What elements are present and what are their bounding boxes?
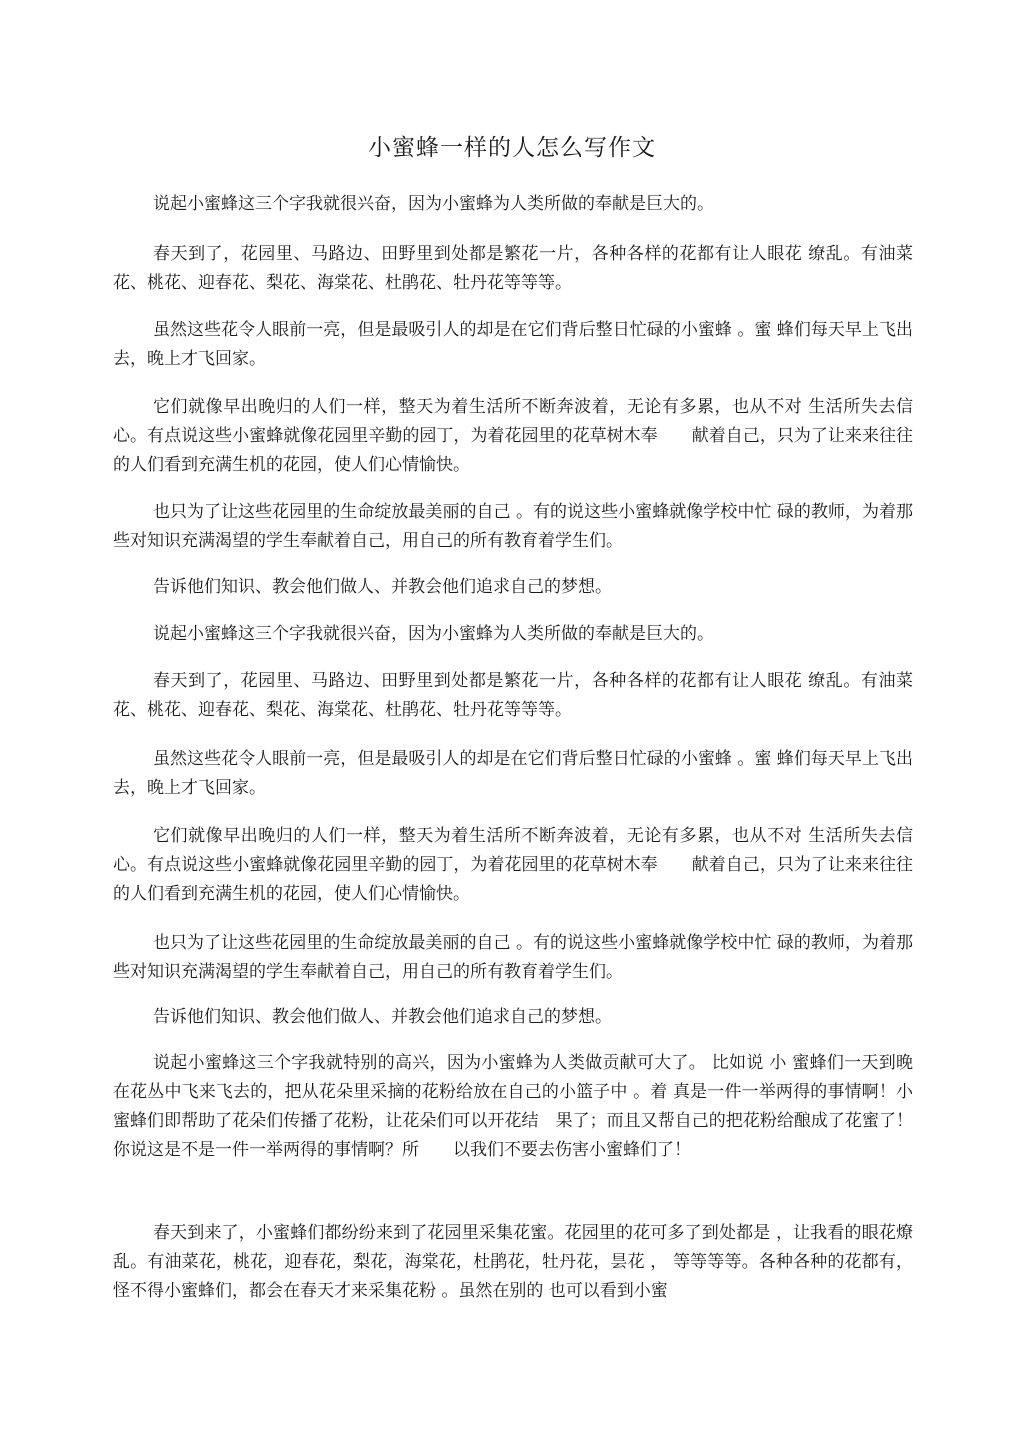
paragraph: 说起小蜜蜂这三个字我就很兴奋，因为小蜜蜂为人类所做的奉献是巨大的。 [153,624,714,644]
paragraph: 虽然这些花令人眼前一亮，但是最吸引人的却是在它们背后整日忙碌的小蜜蜂 。蜜 蜂们每天早上飞出去，晚上才飞回家。 [113,749,913,798]
paragraph: 也只为了让这些花园里的生命绽放最美丽的自己 。有的说这些小蜜蜂就像学校中忙 碌的教师，为着那些对知识充满渴望的学生奉献着自己，用自己的所有教育着学生们。 [113,933,913,982]
paragraph: 说起小蜜蜂这三个字我就很兴奋，因为小蜜蜂为人类所做的奉献是巨大的。 [153,194,714,214]
document-title: 小蜜蜂一样的人怎么写作文 [368,135,656,161]
paragraph: 告诉他们知识、教会他们做人、并教会他们追求自己的梦想。 [153,1007,612,1027]
paragraph: 春天到了，花园里、马路边、田野里到处都是繁花一片，各种各样的花都有让人眼花 缭乱。有油菜花、桃花、迎春花、梨花、海棠花、杜鹃花、牡丹花等等等。 [113,671,913,720]
paragraph: 虽然这些花令人眼前一亮，但是最吸引人的却是在它们背后整日忙碌的小蜜蜂 。蜜 蜂们每天早上飞出去，晚上才飞回家。 [113,320,913,369]
paragraph: 说起小蜜蜂这三个字我就特别的高兴，因为小蜜蜂为人类做贡献可大了。 比如说 小 蜜蜂们一天到晚在花丛中飞来飞去的，把从花朵里采摘的花粉给放在自己的小篮子中 。着 真是一件一举两得的事情啊！小蜜蜂们即帮助了花朵们传播了花粉，让花朵们可以开花结 果了；而且又帮自己的把花粉给酿成了花蜜了！你说这是不是一件一举两得的事情啊？所 以我们不要去伤害小蜜蜂们了！ [113,1053,913,1160]
paragraph: 春天到来了，小蜜蜂们都纷纷来到了花园里采集花蜜。花园里的花可多了到处都是 ，让我看的眼花燎乱。有油菜花，桃花，迎春花，梨花，海棠花，杜鹃花，牡丹花，昙花 ， 等等等等。各种各种的花都有，怪不得小蜜蜂们，都会在春天才来采集花粉 。虽然在别的 也可以看到小蜜 [113,1223,913,1301]
paragraph: 它们就像早出晚归的人们一样，整天为着生活所不断奔波着，无论有多累，也从不对 生活所失去信心。有点说这些小蜜蜂就像花园里辛勤的园丁，为着花园里的花草树木奉 献着自己，只为了让来来往往的人们看到充满生机的花园，使人们心情愉快。 [113,826,913,904]
paragraph: 告诉他们知识、教会他们做人、并教会他们追求自己的梦想。 [153,577,612,597]
paragraph: 春天到了，花园里、马路边、田野里到处都是繁花一片，各种各样的花都有让人眼花 缭乱。有油菜花、桃花、迎春花、梨花、海棠花、杜鹃花、牡丹花等等等。 [113,244,913,293]
paragraph: 它们就像早出晚归的人们一样，整天为着生活所不断奔波着，无论有多累，也从不对 生活所失去信心。有点说这些小蜜蜂就像花园里辛勤的园丁，为着花园里的花草树木奉 献着自己，只为了让来来往往的人们看到充满生机的花园，使人们心情愉快。 [113,397,913,475]
paragraph: 也只为了让这些花园里的生命绽放最美丽的自己 。有的说这些小蜜蜂就像学校中忙 碌的教师，为着那些对知识充满渴望的学生奉献着自己，用自己的所有教育着学生们。 [113,502,913,551]
